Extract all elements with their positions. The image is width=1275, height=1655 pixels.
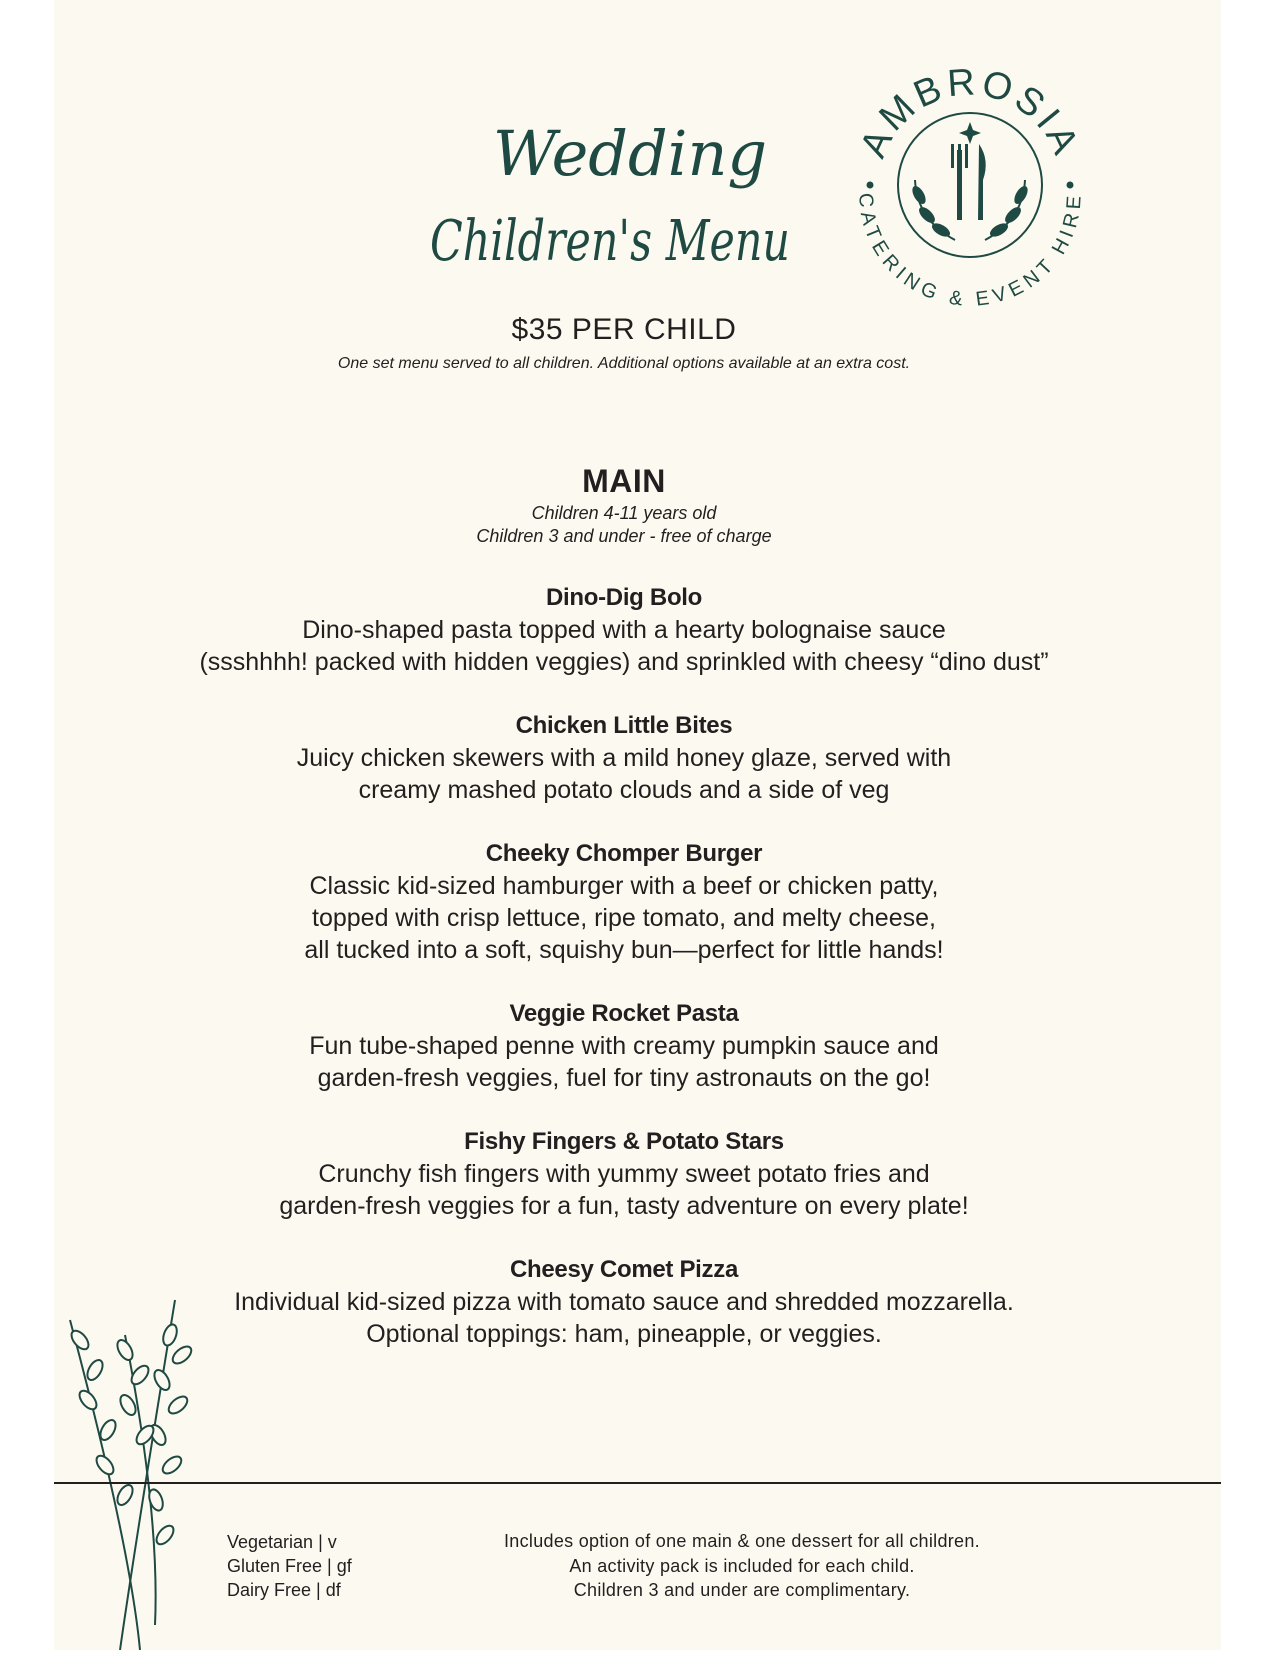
menu-title xyxy=(410,100,830,300)
title-line-2: Children's Menu xyxy=(430,209,790,274)
menu-item-name: Chicken Little Bites xyxy=(515,712,733,739)
fork-knife-icon xyxy=(951,144,986,220)
footer-note-line: Children 3 and under are complimentary. xyxy=(573,1580,911,1600)
ambrosia-logo xyxy=(845,60,1095,310)
logo-tagline-text: CATERING & EVENT HIRE xyxy=(854,192,1086,310)
menu-item xyxy=(0,998,1248,1094)
footer-divider xyxy=(54,1482,1221,1484)
menu-item-name: Dino-Dig Bolo xyxy=(545,584,703,611)
logo-graphic xyxy=(845,60,1095,310)
herb-sprig-graphic xyxy=(60,1295,210,1650)
dietary-legend xyxy=(227,1530,352,1602)
price-per-child: $35 PER CHILD xyxy=(511,313,737,346)
legend-dairy-free: Dairy Free | df xyxy=(227,1580,341,1600)
menu-item-description-line: all tucked into a soft, squishy bun—perfect for little hands! xyxy=(304,936,944,964)
script-title-graphic xyxy=(410,100,830,300)
menu-item xyxy=(0,582,1248,678)
menu-item-description-line: Classic kid-sized hamburger with a beef or chicken patty, xyxy=(309,872,939,900)
section-heading-main: MAIN xyxy=(582,463,666,499)
menu-item xyxy=(0,838,1248,966)
menu-item-description-line: Juicy chicken skewers with a mild honey glaze, served with xyxy=(296,744,952,772)
menu-item-description-line: (ssshhhh! packed with hidden veggies) and sprinkled with cheesy “dino dust” xyxy=(199,648,1049,676)
logo-brand-text: AMBROSIA xyxy=(852,61,1088,164)
menu-item-name: Cheesy Comet Pizza xyxy=(509,1256,738,1283)
menu-item-description-line: garden-fresh veggies for a fun, tasty adventure on every plate! xyxy=(279,1192,969,1220)
menu-item xyxy=(0,1126,1248,1222)
age-line-2: Children 3 and under - free of charge xyxy=(476,526,772,546)
menu-item-description-line: Optional toppings: ham, pineapple, or veggies. xyxy=(366,1320,882,1348)
herb-sprig-icon xyxy=(60,1295,210,1650)
menu-item-description-line: Individual kid-sized pizza with tomato sauce and shredded mozzarella. xyxy=(234,1288,1014,1316)
menu-item-description-line: topped with crisp lettuce, ripe tomato, and melty cheese, xyxy=(312,904,936,932)
footer-notes xyxy=(462,1529,1022,1603)
menu-items xyxy=(0,582,1248,1382)
menu-note: One set menu served to all children. Additional options available at an extra cost. xyxy=(337,355,911,372)
menu-item xyxy=(0,710,1248,806)
menu-item-name: Fishy Fingers & Potato Stars xyxy=(464,1128,784,1155)
age-line-1: Children 4-11 years old xyxy=(531,503,717,523)
footer-note-line: An activity pack is included for each child. xyxy=(569,1555,915,1576)
footer-note-line: Includes option of one main & one dessert for all children. xyxy=(504,1531,980,1551)
menu-item-name: Veggie Rocket Pasta xyxy=(509,1000,739,1027)
wreath-icon xyxy=(910,122,1031,240)
menu-item-description-line: Dino-shaped pasta topped with a hearty bolognaise sauce xyxy=(302,616,946,644)
legend-gluten-free: Gluten Free | gf xyxy=(227,1556,352,1576)
menu-item-description-line: Fun tube-shaped penne with creamy pumpkin sauce and xyxy=(309,1032,939,1060)
legend-vegetarian: Vegetarian | v xyxy=(227,1532,337,1552)
menu-item-description-line: Crunchy fish fingers with yummy sweet potato fries and xyxy=(318,1160,930,1188)
title-line-1: Wedding xyxy=(492,117,768,190)
menu-item-name: Cheeky Chomper Burger xyxy=(485,840,763,867)
menu-item-description-line: creamy mashed potato clouds and a side of veg xyxy=(358,776,890,804)
menu-item-description-line: garden-fresh veggies, fuel for tiny astronauts on the go! xyxy=(317,1064,931,1092)
